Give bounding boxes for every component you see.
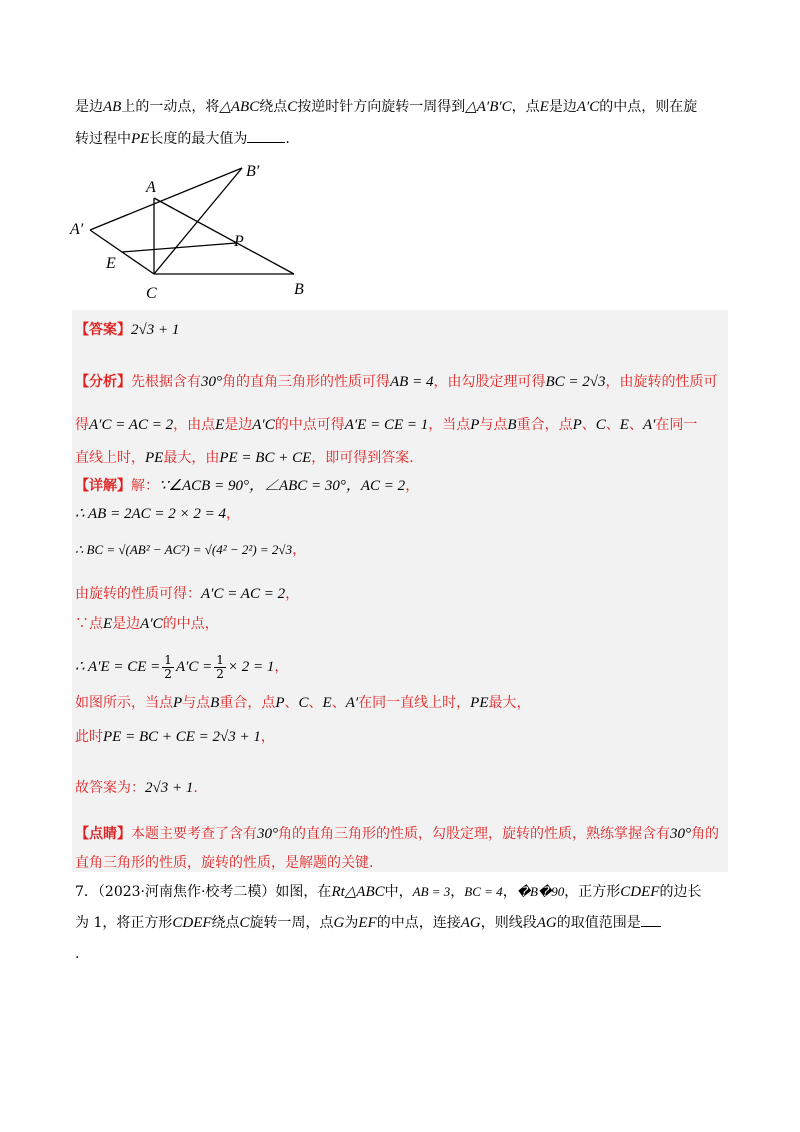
detail-line-5 <box>75 614 219 634</box>
math: PE <box>145 450 164 466</box>
text: 、 <box>628 417 643 433</box>
math: C <box>239 915 250 931</box>
answer-value: 2√3 + 1 <box>131 322 180 338</box>
text: ， <box>292 542 307 558</box>
text: 得 <box>75 417 89 433</box>
text: 7．（2023·河南焦作·校考二模）如图，在 <box>75 884 332 900</box>
text: 上的一动点，将 <box>121 99 220 115</box>
detail-line-7 <box>75 693 530 713</box>
text: 旋转一周，点 <box>249 915 334 931</box>
math: �B�90 <box>516 884 565 899</box>
fraction <box>214 654 226 681</box>
comment-line-1 <box>75 824 719 844</box>
text: 、 <box>605 417 620 433</box>
text: 绕点 <box>211 915 240 931</box>
math: × 2 = 1 <box>227 659 275 675</box>
math: C <box>298 695 309 711</box>
label-A: A <box>146 179 156 196</box>
text: ， <box>502 884 517 900</box>
math: A′C = <box>175 659 213 675</box>
text: 此时 <box>75 729 103 745</box>
text: 按逆时针方向旋转一周得到 <box>297 99 466 115</box>
fraction-denominator: 2 <box>164 666 172 681</box>
math: B <box>507 417 517 433</box>
answer-blank <box>641 914 661 927</box>
math: 30° <box>257 826 278 842</box>
text: 最大， <box>488 695 531 711</box>
q7-line-3 <box>75 944 79 964</box>
text: 、 <box>308 695 323 711</box>
text: ，正方形 <box>564 884 621 900</box>
math: P <box>173 695 183 711</box>
segment-A'B' <box>90 168 242 230</box>
text: 、 <box>581 417 596 433</box>
label-E: E <box>106 255 116 272</box>
text: 最大，由 <box>163 450 220 466</box>
math: AG <box>536 915 557 931</box>
comment-tag: 【点睛】 <box>75 826 131 842</box>
text: 先根据含有 <box>131 374 201 390</box>
text: 解： <box>131 478 159 494</box>
question-line-1 <box>75 97 697 117</box>
math: A′C <box>140 616 163 632</box>
math: E <box>103 616 113 632</box>
label-C: C <box>146 285 157 302</box>
answer-blank <box>247 130 285 143</box>
text: ， <box>226 506 241 522</box>
math: A′C = AC = 2 <box>89 417 174 433</box>
text: 与点 <box>479 417 508 433</box>
detail-line-8 <box>75 727 275 747</box>
math: A′ <box>345 695 359 711</box>
text: ，即可得到答案. <box>311 450 414 466</box>
math: AB = 3 <box>412 884 451 899</box>
math: ∵∠ACB = 90°，∠ABC = 30°，AC = 2 <box>159 478 406 494</box>
text: 在同一 <box>655 417 698 433</box>
analysis-line-2 <box>75 415 697 435</box>
text: 角的直角三角形的性质可得 <box>222 374 390 390</box>
segment-AB <box>154 198 294 274</box>
math: BC = 2√3 <box>545 374 606 390</box>
text: 的中点， <box>162 616 219 632</box>
detail-line-3 <box>75 540 306 560</box>
text: 、 <box>331 695 346 711</box>
math: E <box>619 417 629 433</box>
math: △A′B′C <box>465 99 512 115</box>
math: AB = 4 <box>390 374 434 390</box>
fraction-numerator: 1 <box>164 652 172 667</box>
math: A′C = AC = 2 <box>201 586 286 602</box>
math: 30° <box>670 826 691 842</box>
math: P <box>572 417 582 433</box>
label-P: P <box>234 233 244 250</box>
text: 本题主要考查了含有 <box>131 826 257 842</box>
math: E <box>322 695 332 711</box>
text: . <box>193 780 198 796</box>
answer-line <box>75 320 179 340</box>
math: A′C <box>576 99 600 115</box>
math: B <box>210 695 220 711</box>
question-line-2 <box>75 129 290 149</box>
text: ，则线段 <box>480 915 537 931</box>
geometry-figure <box>68 158 328 303</box>
text: 是边 <box>548 99 577 115</box>
text: 在同一直线上时， <box>358 695 471 711</box>
detail-line-1 <box>75 476 419 496</box>
text: 重合，点 <box>219 695 276 711</box>
text: ， <box>260 729 275 745</box>
text: ， <box>285 586 300 602</box>
text: 转过程中 <box>75 131 131 147</box>
text: ，点 <box>511 99 540 115</box>
answer-tag: 【答案】 <box>75 322 131 338</box>
q7-line-1 <box>75 882 701 902</box>
math: C <box>595 417 606 433</box>
text: 的取值范围是 <box>556 915 641 931</box>
analysis-tag: 【分析】 <box>75 374 131 390</box>
math: PE <box>131 131 150 147</box>
math: 2√3 + 1 <box>145 780 194 796</box>
text: 故答案为： <box>75 780 145 796</box>
text: ， <box>274 659 289 675</box>
text: 直线上时， <box>75 450 145 466</box>
math: 30° <box>201 374 222 390</box>
math: P <box>275 695 285 711</box>
text: 是边 <box>112 616 141 632</box>
text: 的边长 <box>659 884 702 900</box>
math: P <box>470 417 480 433</box>
math: A′E = CE = 1 <box>344 417 429 433</box>
text: ， <box>405 478 420 494</box>
analysis-line-1 <box>75 372 717 392</box>
math: A′C <box>252 417 275 433</box>
analysis-line-3 <box>75 448 414 468</box>
text: 绕点 <box>259 99 288 115</box>
math: AB <box>103 99 122 115</box>
math: A′ <box>642 417 656 433</box>
text: 重合，点 <box>516 417 573 433</box>
label-B: B <box>294 281 304 298</box>
math: E <box>215 417 225 433</box>
detail-line-2 <box>75 504 240 524</box>
text: ，由勾股定理可得 <box>433 374 546 390</box>
math: G <box>333 915 345 931</box>
text: 的中点可得 <box>274 417 345 433</box>
fraction <box>162 654 174 681</box>
math: C <box>287 99 298 115</box>
math: E <box>539 99 549 115</box>
text: ，由旋转的性质可 <box>605 374 718 390</box>
text: 、 <box>284 695 299 711</box>
math: ∴ A′E = CE = <box>75 659 161 675</box>
text: ，由点 <box>173 417 216 433</box>
text: 与点 <box>182 695 211 711</box>
math: AG <box>460 915 481 931</box>
math: Rt△ABC <box>331 884 385 900</box>
math: CDEF <box>172 915 212 931</box>
math: CDEF <box>620 884 660 900</box>
fraction-numerator: 1 <box>216 652 224 667</box>
detail-line-6 <box>75 652 288 682</box>
text: 为 <box>344 915 359 931</box>
text: 如图所示，当点 <box>75 695 173 711</box>
text: ，当点 <box>428 417 471 433</box>
text: . <box>75 946 80 962</box>
math: BC = 4 <box>464 884 503 899</box>
math: ∴ BC = √(AB² − AC²) = √(4² − 2²) = 2√3 <box>75 542 293 557</box>
label-A-prime: A′ <box>70 221 84 238</box>
text: 的中点，则在旋 <box>599 99 698 115</box>
fraction-denominator: 2 <box>216 666 224 681</box>
detail-line-4 <box>75 584 299 604</box>
segment-CB' <box>154 168 242 274</box>
text: 角的 <box>691 826 719 842</box>
text: 是边 <box>75 99 103 115</box>
text: 直角三角形的性质，旋转的性质，是解题的关键. <box>75 855 374 871</box>
text: 中， <box>384 884 413 900</box>
math: PE = BC + CE <box>219 450 312 466</box>
math: PE = BC + CE = 2√3 + 1 <box>103 729 261 745</box>
text: . <box>285 131 290 147</box>
q7-line-2 <box>75 913 661 933</box>
text: 角的直角三角形的性质，勾股定理，旋转的性质，熟练掌握含有 <box>278 826 670 842</box>
text: 为 1，将正方形 <box>75 915 173 931</box>
math: PE <box>470 695 489 711</box>
detail-tag: 【详解】 <box>75 478 131 494</box>
text: ， <box>450 884 465 900</box>
text: 的中点，连接 <box>376 915 461 931</box>
label-B-prime: B′ <box>246 163 260 180</box>
math: EF <box>358 915 377 931</box>
math: ∴ AB = 2AC = 2 × 2 = 4 <box>75 506 227 522</box>
detail-line-9 <box>75 778 198 798</box>
math: △ABC <box>219 99 260 115</box>
text: 是边 <box>224 417 253 433</box>
text: ∵点 <box>75 616 103 632</box>
comment-line-2 <box>75 853 373 873</box>
text: 由旋转的性质可得： <box>75 586 201 602</box>
text: 长度的最大值为 <box>149 131 248 147</box>
